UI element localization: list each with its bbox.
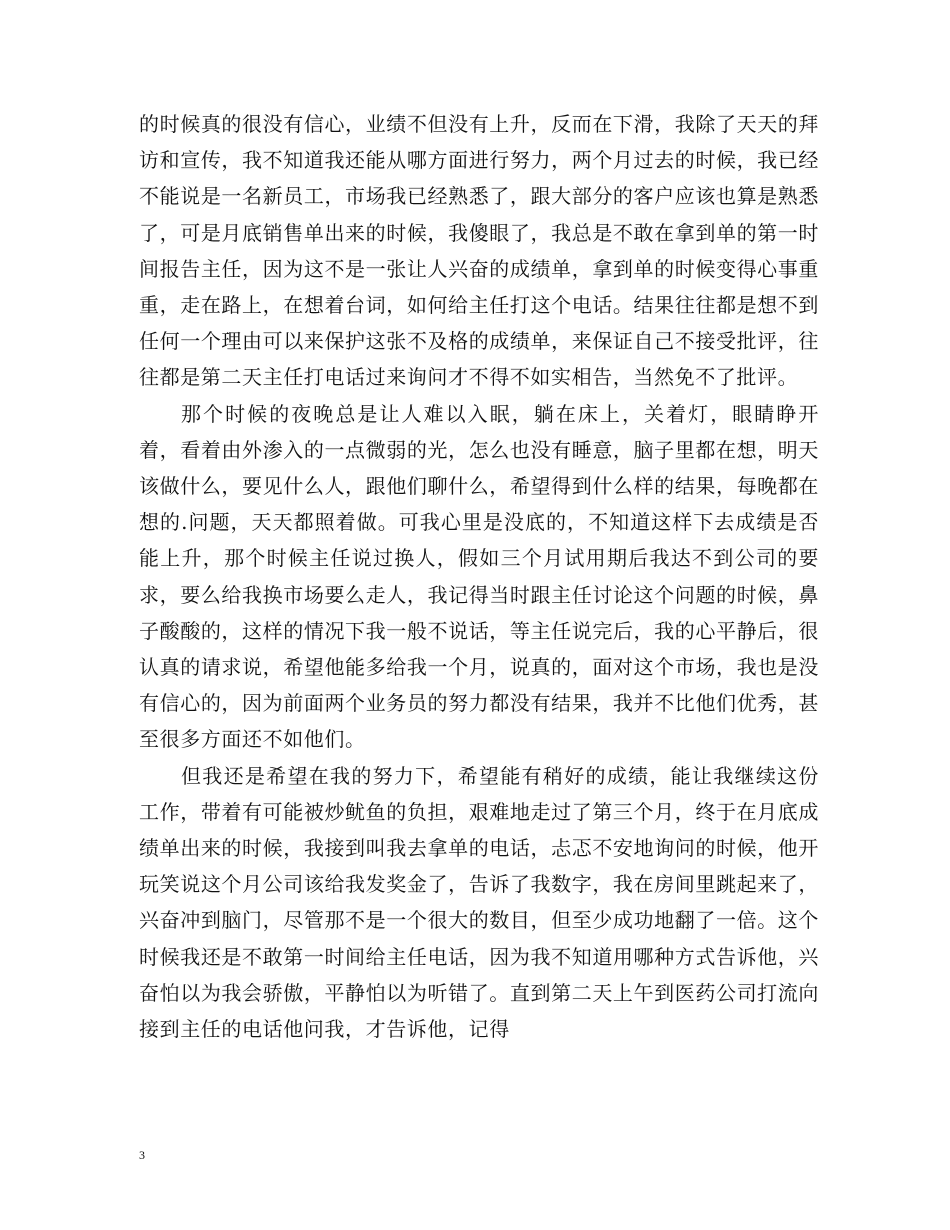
paragraph-2: 那个时候的夜晚总是让人难以入眠，躺在床上，关着灯，眼睛睁开着，看着由外渗入的一点微弱的光，怎么也没有睡意，脑子里都在想，明天该做什么，要见什么人，跟他们聊什么，希望得到什么样的结果，每晚都在想的.问题，天天都照着做。可我心里是没底的，不知道这样下去成绩是否能上升，那个时候主任说过换人，假如三个月试用期后我达不到公司的要求，要么给我换市场要么走人，我记得当时跟主任讨论这个问题的时候，鼻子酸酸的，这样的情况下我一般不说话，等主任说完后，我的心平静后，很认真的请求说，希望他能多给我一个月，说真的，面对这个市场，我也是没有信心的，因为前面两个业务员的努力都没有结果，我并不比他们优秀，甚至很多方面还不如他们。 [139, 401, 819, 752]
paragraph-3: 但我还是希望在我的努力下，希望能有稍好的成绩，能让我继续这份工作，带着有可能被炒鱿鱼的负担，艰难地走过了第三个月，终于在月底成绩单出来的时候，我接到叫我去拿单的电话，忐忑不安地询问的时候，他开玩笑说这个月公司该给我发奖金了，告诉了我数字，我在房间里跳起来了，兴奋冲到脑门，尽管那不是一个很大的数目，但至少成功地翻了一倍。这个时候我还是不敢第一时间给主任电话，因为我不知道用哪种方式告诉他，兴奋怕以为我会骄傲，平静怕以为听错了。直到第二天上午到医药公司打流向接到主任的电话他问我，才告诉他，记得 [139, 763, 819, 1042]
document-body [139, 106, 819, 1047]
page-number: 3 [139, 1148, 145, 1162]
paragraph-1: 的时候真的很没有信心，业绩不但没有上升，反而在下滑，我除了天天的拜访和宣传，我不知道我还能从哪方面进行努力，两个月过去的时候，我已经不能说是一名新员工，市场我已经熟悉了，跟大部分的客户应该也算是熟悉了，可是月底销售单出来的时候，我傻眼了，我总是不敢在拿到单的第一时间报告主任，因为这不是一张让人兴奋的成绩单，拿到单的时候变得心事重重，走在路上，在想着台词，如何给主任打这个电话。结果往往都是想不到任何一个理由可以来保护这张不及格的成绩单，来保证自己不接受批评，往往都是第二天主任打电话过来询问才不得不如实相告，当然免不了批评。 [139, 112, 819, 390]
